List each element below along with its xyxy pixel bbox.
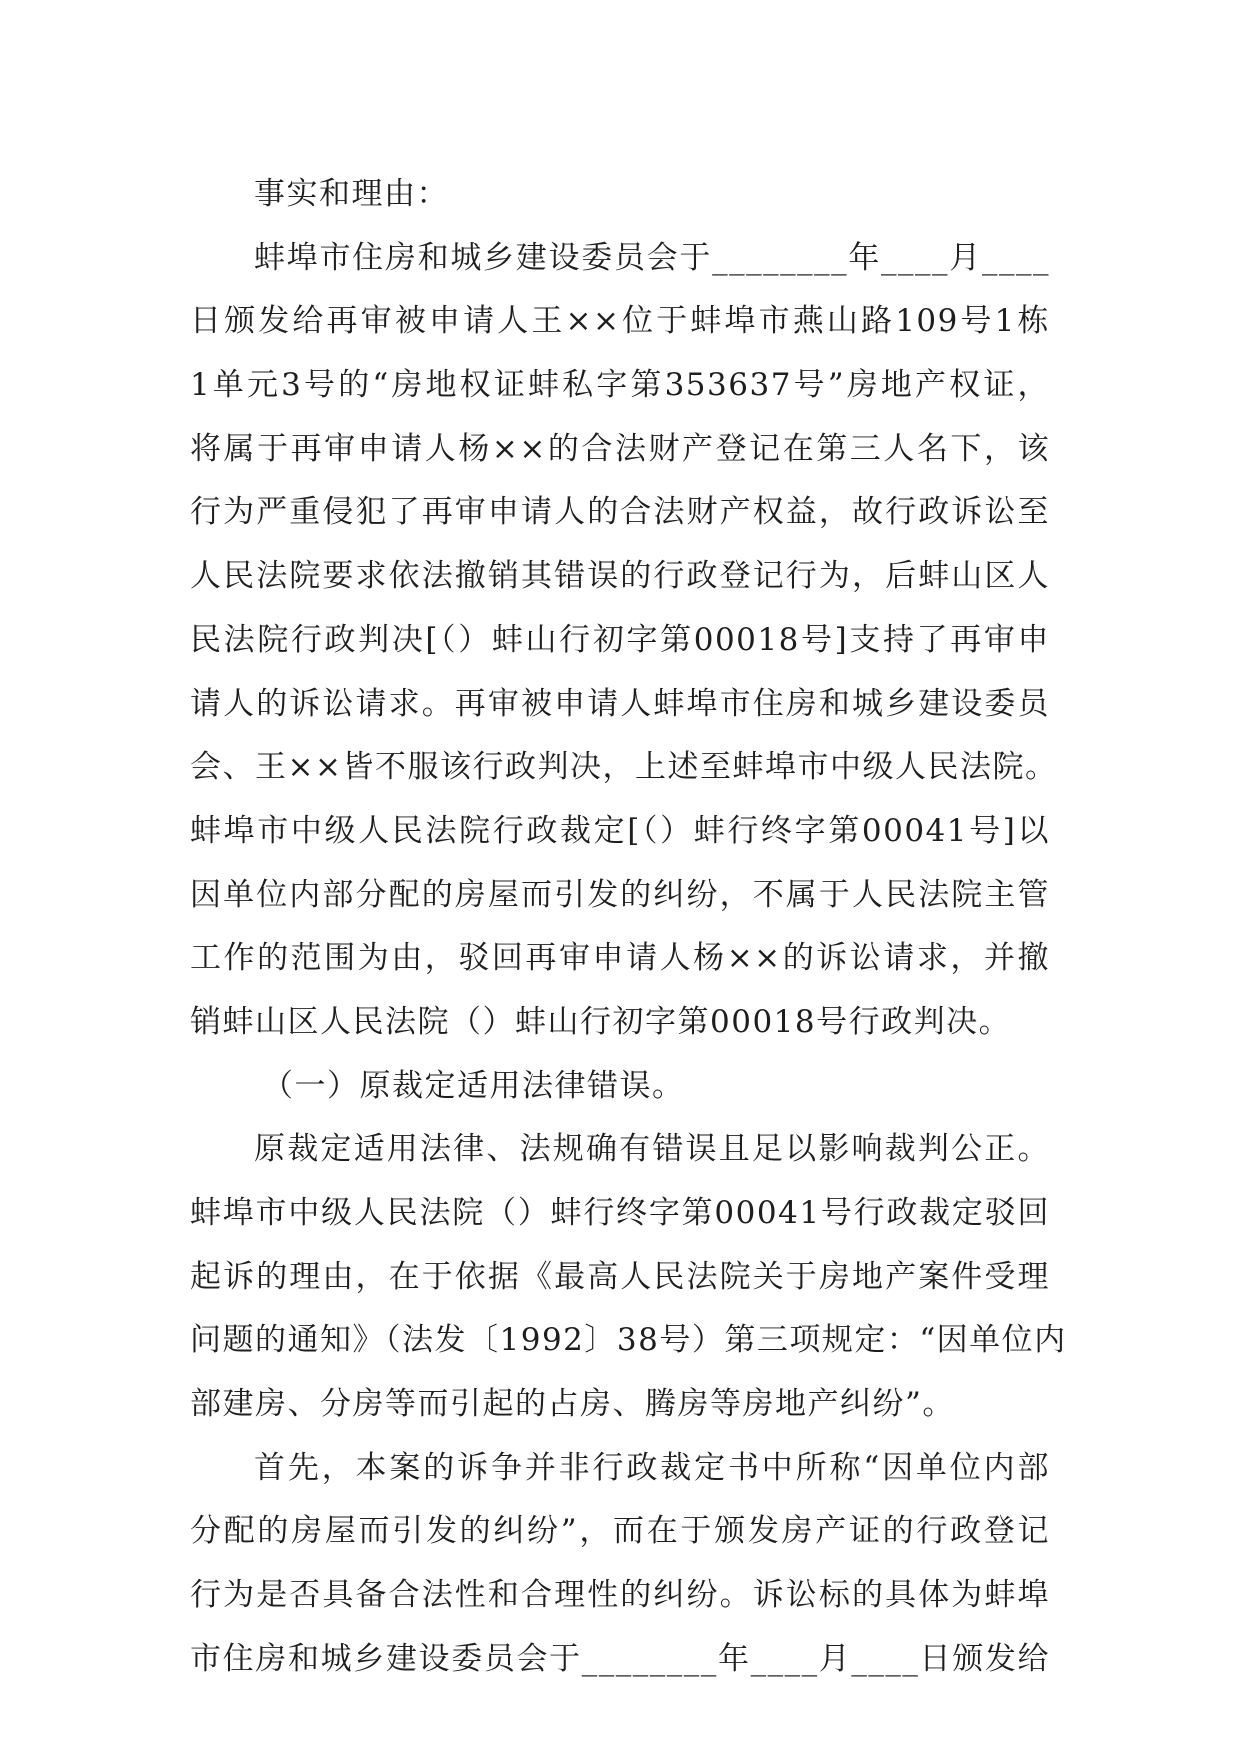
paragraph-line: 因单位内部分配的房屋而引发的纠纷，不属于人民法院主管 — [190, 876, 1050, 913]
paragraph-line: 1单元3号的“房地权证蚌私字第353637号”房地产权证， — [190, 367, 1050, 404]
subheading: （一）原裁定适用法律错误。 — [262, 1067, 685, 1104]
paragraph-line: 行为是否具备合法性和合理性的纠纷。诉讼标的具体为蚌埠 — [190, 1577, 1050, 1614]
section-heading: 事实和理由： — [254, 176, 449, 212]
paragraph-line: 问题的通知》（法发〔1992〕38号）第三项规定：“因单位内 — [190, 1322, 1067, 1359]
paragraph-line: 销蚌山区人民法院（）蚌山行初字第00018号行政判决。 — [190, 1003, 1012, 1040]
paragraph-line: 人民法院要求依法撤销其错误的行政登记行为，后蚌山区人 — [190, 558, 1050, 595]
paragraph-line: 日颁发给再审被申请人王××位于蚌埠市燕山路109号1栋 — [190, 303, 1050, 340]
paragraph-line: 首先，本案的诉争并非行政裁定书中所称“因单位内部 — [254, 1449, 1050, 1486]
paragraph-line: 请人的诉讼请求。再审被申请人蚌埠市住房和城乡建设委员 — [190, 685, 1050, 722]
paragraph-line: 蚌埠市住房和城乡建设委员会于________年____月____ — [254, 239, 1050, 276]
paragraph-line: 会、王××皆不服该行政判决，上述至蚌埠市中级人民法院。 — [190, 749, 1058, 786]
paragraph-law-error — [190, 1118, 1067, 1436]
paragraph-line: 部建房、分房等而引起的占房、腾房等房地产纠纷”。 — [190, 1386, 955, 1423]
paragraph-line: 工作的范围为由，驳回再审申请人杨××的诉讼请求，并撤 — [190, 940, 1050, 977]
paragraph-line: 分配的房屋而引发的纠纷”，而在于颁发房产证的行政登记 — [190, 1513, 1050, 1550]
paragraph-line: 起诉的理由，在于依据《最高人民法院关于房地产案件受理 — [190, 1258, 1050, 1295]
paragraph-line: 蚌埠市中级人民法院行政裁定[（）蚌行终字第00041号]以 — [190, 812, 1050, 849]
paragraph-line: 民法院行政判决[（）蚌山行初字第00018号]支持了再审申 — [190, 621, 1050, 658]
paragraph-facts — [190, 227, 1058, 1055]
document-page — [190, 163, 1067, 1692]
paragraph-line: 原裁定适用法律、法规确有错误且足以影响裁判公正。 — [254, 1131, 1050, 1168]
paragraph-first-point — [190, 1437, 1050, 1692]
paragraph-line: 将属于再审申请人杨××的合法财产登记在第三人名下，该 — [190, 430, 1050, 467]
paragraph-line: 市住房和城乡建设委员会于________年____月____日颁发给 — [190, 1640, 1050, 1677]
paragraph-line: 蚌埠市中级人民法院（）蚌行终字第00041号行政裁定驳回 — [190, 1195, 1050, 1231]
paragraph-line: 行为严重侵犯了再审申请人的合法财产权益，故行政诉讼至 — [190, 494, 1050, 531]
